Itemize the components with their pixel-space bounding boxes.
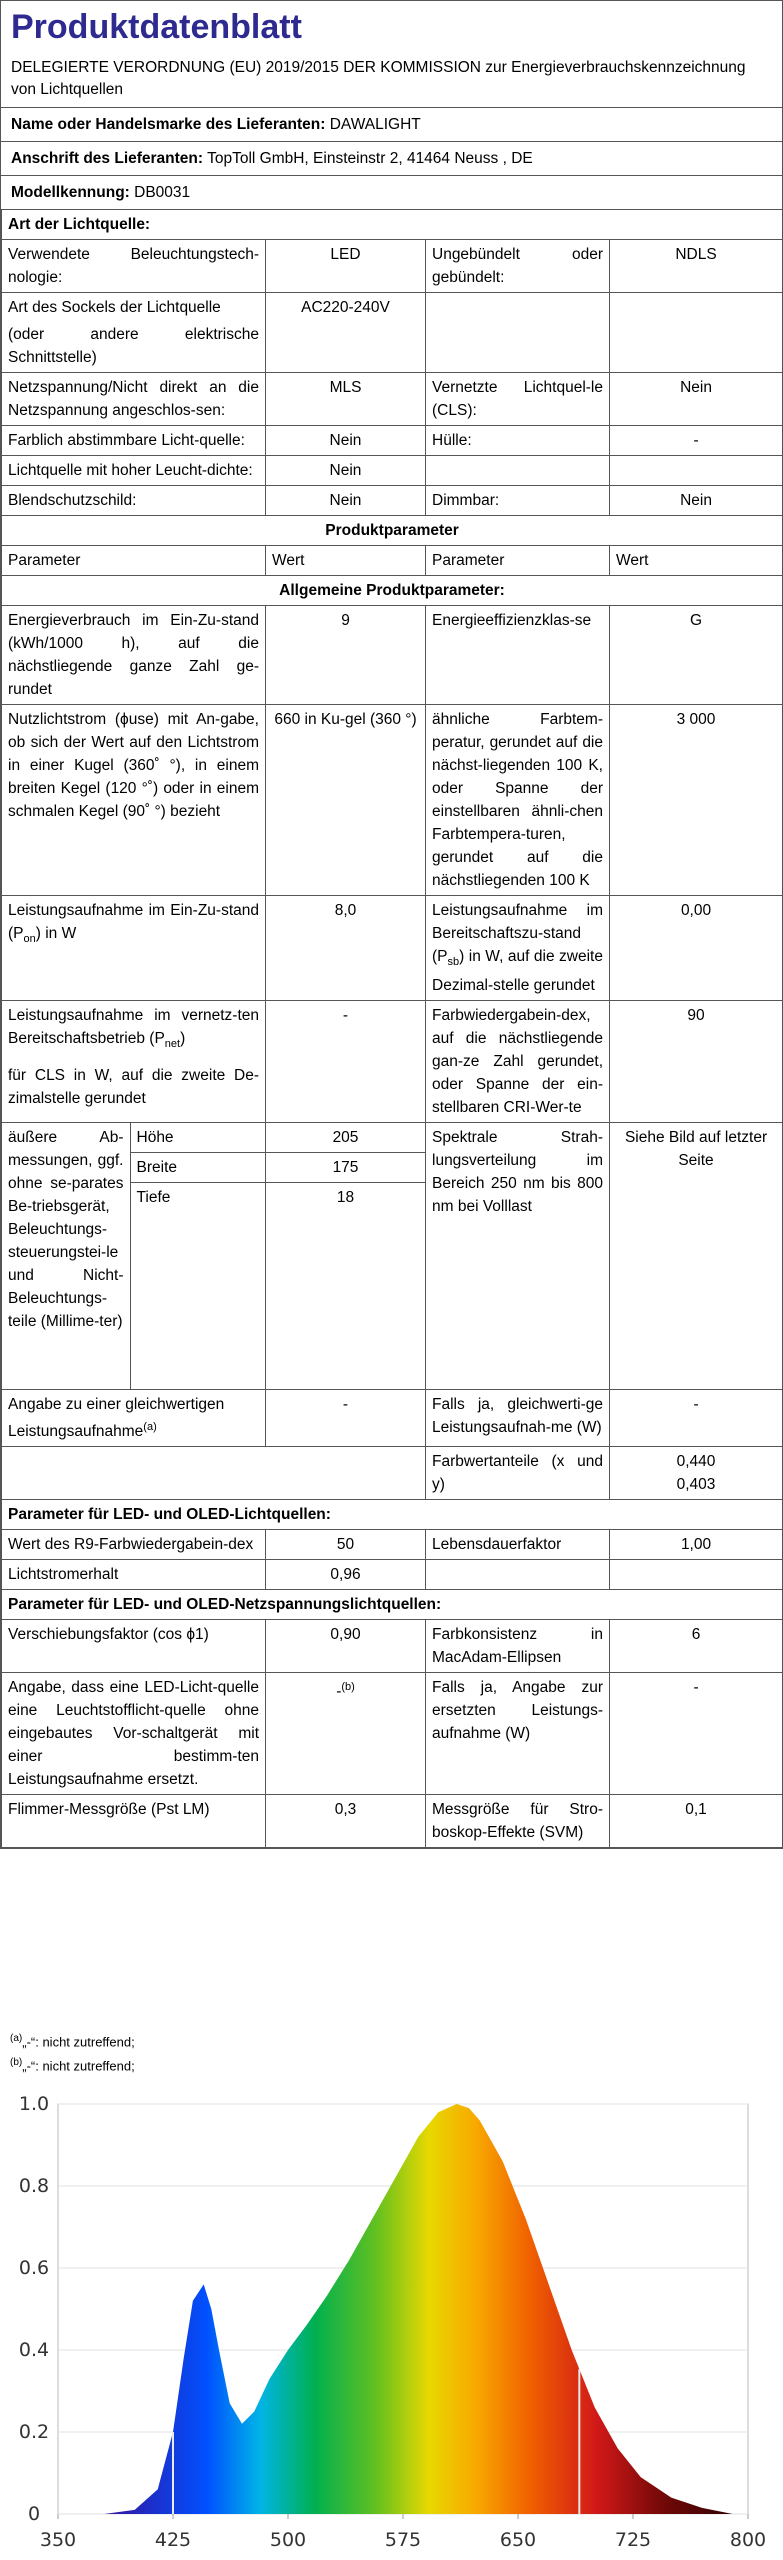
- footnote-a: [10, 2028, 135, 2052]
- table-row: [2, 1620, 783, 1673]
- param-value: 90: [610, 1001, 783, 1123]
- footnote-b-text: „-“: nicht zutreffend;: [22, 2058, 135, 2074]
- param-label: Verschiebungsfaktor (cos ϕ1): [2, 1620, 266, 1673]
- param-label: [426, 896, 610, 1001]
- supplier-label: Name oder Handelsmarke des Lieferanten:: [11, 116, 326, 133]
- replace-value: -: [336, 1683, 342, 1701]
- param-label: Spektrale Strah-lungsverteilung im Bereich 250 nm bis 800 nm bei Volllast: [426, 1123, 610, 1390]
- page-title: Produktdatenblatt: [11, 8, 302, 46]
- footnote-a-marker: (a): [10, 2033, 23, 2044]
- table-row: [2, 896, 783, 1001]
- address-value: TopToll GmbH, Einsteinstr 2, 41464 Neuss , DE: [207, 150, 533, 167]
- table-row: [2, 705, 783, 896]
- psb-sub: sb: [447, 956, 460, 969]
- pon-sub: on: [23, 933, 36, 946]
- table-row: [2, 293, 783, 373]
- pon-label: Leistungsaufnahme im Ein-Zu-stand (P: [8, 902, 259, 942]
- pnet-label-2: für CLS in W, auf die zweite De-zimalstelle gerundet: [8, 1067, 259, 1108]
- x-tick-label: 800: [729, 2529, 767, 2551]
- column-header-row: [2, 546, 783, 576]
- param-label: Blendschutzschild:: [2, 486, 266, 516]
- param-label: Farbwiedergabein-dex, auf die nächstliegende gan-ze Zahl gerundet, oder Spanne der ein-stellbaren CRI-Wer-te: [426, 1001, 610, 1123]
- param-value: Nein: [266, 426, 426, 456]
- param-value: MLS: [266, 373, 426, 426]
- col-header-param: Parameter: [2, 546, 266, 576]
- regulation-text: DELEGIERTE VERORDNUNG (EU) 2019/2015 DER KOMMISSION zur Energieverbrauchskennzeichnung von Lichtquellen: [1, 53, 782, 108]
- param-value: Nein: [266, 486, 426, 516]
- y-tick-label: 0.2: [18, 2421, 50, 2443]
- param-label: Farbkonsistenz in MacAdam-Ellipsen: [426, 1620, 610, 1673]
- param-value: 9: [266, 606, 426, 705]
- cap-label: Art des Sockels der Lichtquelle: [8, 299, 221, 316]
- model-label: Modellkennung:: [11, 184, 130, 201]
- param-label: [2, 1390, 266, 1447]
- dimensions-table: [2, 1123, 265, 1389]
- section-row: [2, 1500, 783, 1530]
- param-label: [2, 896, 266, 1001]
- chromaticity-x: 0,440: [676, 1453, 716, 1471]
- param-value: 0,3: [266, 1795, 426, 1848]
- psb-label-end: ) in W, auf die zweite Dezimal-stelle gerundet: [432, 948, 603, 995]
- param-value: -: [610, 1673, 783, 1795]
- empty-cell: [610, 293, 783, 373]
- footnotes: [10, 2028, 135, 2077]
- depth-label: Tiefe: [130, 1183, 265, 1390]
- table-row: [2, 1795, 783, 1848]
- x-tick-label: 650: [499, 2529, 537, 2551]
- pnet-label: Leistungsaufnahme im vernetz-ten Bereitschaftsbetrieb (P: [8, 1007, 259, 1048]
- width-value: 175: [266, 1153, 425, 1183]
- param-label: Farbwertanteile (x und y): [426, 1447, 610, 1500]
- width-label: Breite: [130, 1153, 265, 1183]
- param-label: Verwendete Beleuchtungstech-nologie:: [2, 240, 266, 293]
- empty-cell: [610, 456, 783, 486]
- param-value: Nein: [610, 373, 783, 426]
- param-value: NDLS: [610, 240, 783, 293]
- footnote-b-marker: (b): [10, 2057, 23, 2069]
- param-value: 0,96: [266, 1560, 426, 1590]
- param-label: [2, 293, 266, 373]
- param-label: Lebensdauerfaktor: [426, 1530, 610, 1560]
- product-params-header: Produktparameter: [2, 516, 783, 546]
- led-params-header: Parameter für LED- und OLED-Lichtquellen:: [2, 1500, 783, 1530]
- x-axis-ticks: [40, 2514, 766, 2551]
- param-value: G: [610, 606, 783, 705]
- empty-cell: [426, 456, 610, 486]
- table-row: [2, 606, 783, 705]
- table-row: [2, 240, 783, 293]
- param-label: Netzspannung/Nicht direkt an die Netzspannung angeschlos-sen:: [2, 373, 266, 426]
- param-value: 3 000: [610, 705, 783, 896]
- param-label: Energieverbrauch im Ein-Zu-stand (kWh/1000 h), auf die nächstliegende ganze Zahl ge-rundet: [2, 606, 266, 705]
- param-label: [2, 1001, 266, 1123]
- table-row: [2, 456, 783, 486]
- col-header-value: Wert: [610, 546, 783, 576]
- x-tick-label: 500: [269, 2529, 307, 2551]
- height-label: Höhe: [130, 1123, 265, 1153]
- x-tick-label: 350: [39, 2529, 77, 2551]
- param-value: Siehe Bild auf letzter Seite: [610, 1123, 783, 1390]
- table-row: [2, 373, 783, 426]
- param-value: 8,0: [266, 896, 426, 1001]
- param-value: -: [266, 1390, 426, 1447]
- col-header-param: Parameter: [426, 546, 610, 576]
- table-row: [2, 1530, 783, 1560]
- supplier-row: [1, 108, 782, 142]
- x-tick-label: 575: [384, 2529, 422, 2551]
- table-row: [2, 1560, 783, 1590]
- param-label: Messgröße für Stro-boskop-Effekte (SVM): [426, 1795, 610, 1848]
- param-value: [610, 1447, 783, 1500]
- dimensions-label: äußere Ab-messungen, ggf. ohne se-parates Be-triebsgerät, Beleuchtungs-steuerungstei-le und Nicht-Beleuchtungs-teile (Millime-ter): [8, 1129, 124, 1331]
- empty-cell: [426, 1560, 610, 1590]
- table-row: [2, 1390, 783, 1447]
- table-row: [2, 426, 783, 456]
- address-label: Anschrift des Lieferanten:: [11, 150, 204, 167]
- dimensions-cell: [2, 1123, 266, 1390]
- mains-params-header: Parameter für LED- und OLED-Netzspannungslichtquellen:: [2, 1590, 783, 1620]
- pnet-sub: net: [164, 1038, 181, 1051]
- section-row: [2, 210, 783, 240]
- param-label: Lichtstromerhalt: [2, 1560, 266, 1590]
- param-label: ähnliche Farbtem-peratur, gerundet auf die nächst-liegenden 100 K, oder Spanne der einstellbaren ähnli-chen Farbtempera-turen, gerundet auf die nächstliegenden 100 K: [426, 705, 610, 896]
- param-label: Falls ja, Angabe zur ersetzten Leistungs-aufnahme (W): [426, 1673, 610, 1795]
- param-label: Vernetzte Lichtquel-le (CLS):: [426, 373, 610, 426]
- table-row: [2, 486, 783, 516]
- height-value: 205: [266, 1123, 425, 1153]
- dimensions-values-cell: [266, 1123, 426, 1390]
- x-tick-label: 425: [154, 2529, 192, 2551]
- table-row: [2, 1673, 783, 1795]
- col-header-value: Wert: [266, 546, 426, 576]
- param-label: Farblich abstimmbare Licht-quelle:: [2, 426, 266, 456]
- y-tick-label: 0.6: [18, 2257, 50, 2279]
- y-axis-ticks: [19, 2093, 49, 2525]
- section-row: [2, 576, 783, 606]
- y-tick-label: 0.4: [18, 2339, 50, 2361]
- param-value: Nein: [266, 456, 426, 486]
- empty-cell: [610, 1560, 783, 1590]
- datasheet-table: [1, 210, 783, 1848]
- param-value: -: [610, 426, 783, 456]
- param-value: 0,90: [266, 1620, 426, 1673]
- param-value: [266, 1673, 426, 1795]
- model-value: DB0031: [134, 184, 191, 201]
- x-tick-label: 725: [614, 2529, 652, 2551]
- param-label: Hülle:: [426, 426, 610, 456]
- light-source-header: Art der Lichtquelle:: [2, 210, 783, 240]
- empty-cell: [426, 293, 610, 373]
- param-label: Falls ja, gleichwerti-ge Leistungsaufnah-me (W): [426, 1390, 610, 1447]
- depth-value: 18: [336, 1189, 355, 1207]
- param-label: Nutzlichtstrom (ϕuse) mit An-gabe, ob sich der Wert auf den Lichtstrom in einer Kugel (360˚ °), in einem breiten Kegel (120 °˚) oder in einem schmalen Kegel (90˚ °) bezieht: [2, 705, 266, 896]
- footnote-marker: (b): [341, 1681, 355, 1694]
- equiv-label: Angabe zu einer gleichwertigen Leistungsaufnahme: [8, 1396, 225, 1441]
- dimensions-values: [266, 1123, 425, 1212]
- param-label: Dimmbar:: [426, 486, 610, 516]
- param-value: -: [610, 1390, 783, 1447]
- param-label: Flimmer-Messgröße (Pst LM): [2, 1795, 266, 1848]
- param-value: AC220-240V: [266, 293, 426, 373]
- y-tick-label: 0: [27, 2503, 41, 2525]
- param-label: Wert des R9-Farbwiedergabein-dex: [2, 1530, 266, 1560]
- footnote-b: [10, 2052, 135, 2076]
- general-params-header: Allgemeine Produktparameter:: [2, 576, 783, 606]
- param-value: -: [266, 1001, 426, 1123]
- param-value: LED: [266, 240, 426, 293]
- cap-label-2: (oder andere elektrische Schnittstelle): [8, 326, 259, 366]
- footnote-a-text: „-“: nicht zutreffend;: [22, 2034, 135, 2050]
- section-row: [2, 516, 783, 546]
- y-tick-label: 1.0: [18, 2093, 50, 2115]
- address-row: [1, 142, 782, 176]
- param-label: Lichtquelle mit hoher Leucht-dichte:: [2, 456, 266, 486]
- param-label: Angabe, dass eine LED-Licht-quelle eine Leuchtstofflicht-quelle ohne eingebautes Vor-schaltgerät mit einer bestimm-ten Leistungsaufnahme ersetzt.: [2, 1673, 266, 1795]
- supplier-value: DAWALIGHT: [329, 116, 421, 133]
- model-row: [1, 176, 782, 210]
- pnet-label-end: ): [180, 1030, 186, 1048]
- param-value: 1,00: [610, 1530, 783, 1560]
- param-value: 660 in Ku-gel (360 °): [266, 705, 426, 896]
- table-row: [2, 1001, 783, 1123]
- table-row: [2, 1123, 783, 1390]
- param-value: 0,1: [610, 1795, 783, 1848]
- spectrum-chart: [0, 2088, 783, 2560]
- param-value: 6: [610, 1620, 783, 1673]
- param-value: 0,00: [610, 896, 783, 1001]
- param-label: Ungebündelt oder gebündelt:: [426, 240, 610, 293]
- param-value: Nein: [610, 486, 783, 516]
- section-row: [2, 1590, 783, 1620]
- pon-label-end: ) in W: [35, 925, 77, 942]
- empty-cell: [2, 1447, 426, 1500]
- footnote-marker: (a): [143, 1421, 157, 1434]
- table-row: [2, 1447, 783, 1500]
- psb-label: Leistungsaufnahme im Bereitschaftszu-stand (P: [432, 902, 603, 965]
- param-label: Energieeffizienzklas-se: [426, 606, 610, 705]
- param-value: 50: [266, 1530, 426, 1560]
- y-tick-label: 0.8: [18, 2175, 50, 2197]
- chromaticity-y: 0,403: [676, 1476, 716, 1494]
